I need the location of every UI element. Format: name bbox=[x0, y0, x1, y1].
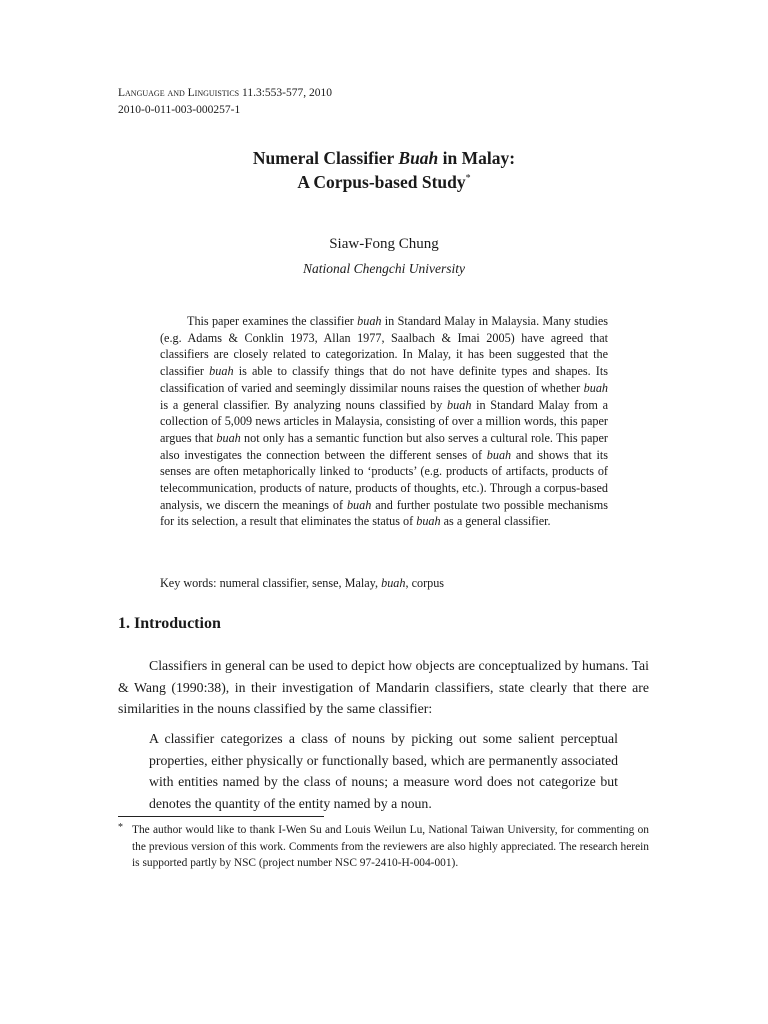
abstract-text: not only has a semantic function but also serves a cultural role. This paper also investigates the connection between the different senses of bbox=[160, 430, 608, 462]
keywords-list-end: , corpus bbox=[405, 576, 445, 590]
abstract-italic-term: buah bbox=[357, 314, 382, 328]
footnote-marker: * bbox=[118, 822, 123, 833]
journal-header bbox=[118, 85, 332, 119]
journal-name: Language and Linguistics bbox=[118, 87, 240, 99]
abstract-text: is able to classify things that do not have definite types and shapes. Its classification of varied and seemingly dissimilar nouns raises the question of whether bbox=[160, 364, 608, 395]
title-italic-term: Buah bbox=[398, 148, 439, 168]
abstract-italic-term: buah bbox=[416, 514, 441, 529]
abstract-text: This paper examines the classifier bbox=[187, 314, 358, 328]
section-heading: 1. Introduction bbox=[118, 615, 221, 632]
footnote bbox=[118, 822, 649, 872]
footnote-divider bbox=[118, 816, 324, 817]
abstract-text: in Standard Malay in Malaysia. Many studies (e.g. Adams & Conklin 1973, Allan 1977, Saalbach & Imai 2005) have agreed that classifiers are closely related to categorization. In Malay, it has been suggested that the classifier bbox=[160, 314, 608, 379]
abstract-italic-term: buah bbox=[346, 497, 372, 512]
abstract-text: as a general classifier. bbox=[440, 514, 551, 529]
keywords-italic-term: buah bbox=[381, 576, 406, 590]
title-footnote-marker: * bbox=[465, 173, 471, 185]
title-part: in Malay: bbox=[438, 148, 516, 168]
journal-citation bbox=[118, 85, 332, 102]
abstract-italic-term: buah bbox=[486, 447, 512, 462]
title-part: A Corpus-based Study bbox=[297, 172, 466, 192]
block-quote: A classifier categorizes a class of nouns by picking out some salient perceptual properties, either physically or functionally based, which are permanently associated with entities named by the class of nouns; a measure word does not categorize but denotes the quantity of the entity named by a noun. bbox=[149, 731, 618, 811]
abstract-italic-term: buah bbox=[209, 364, 234, 379]
keywords bbox=[160, 576, 444, 591]
title-line-2 bbox=[0, 170, 768, 194]
abstract-italic-term: buah bbox=[583, 380, 608, 395]
abstract-text: and shows that its senses are often metaphorically linked to ‘products’ (e.g. products of artifacts, products of telecommunication, products of nature, products of thoughts, etc.). Through a corpus-based analysis, we discern the meanings of bbox=[160, 447, 608, 512]
keywords-label: Key words: bbox=[160, 576, 217, 590]
abstract-italic-term: buah bbox=[447, 397, 472, 412]
document-id: 2010-0-011-003-000257-1 bbox=[118, 104, 241, 116]
intro-paragraph: Classifiers in general can be used to depict how objects are conceptualized by humans. Tai & Wang (1990:38), in their investigation of Mandarin classifiers, state clearly that there are similarities in the nouns classified by the same classifier: bbox=[118, 658, 649, 716]
abstract bbox=[160, 313, 608, 530]
author-affiliation: National Chengchi University bbox=[303, 261, 465, 276]
keywords-list: numeral classifier, sense, Malay, bbox=[216, 576, 382, 590]
title-line-1 bbox=[0, 146, 768, 170]
abstract-italic-term: buah bbox=[216, 430, 241, 445]
abstract-text: in Standard Malay from a collection of 5,009 news articles in Malaysia, consisting of over a million words, this paper argues that bbox=[160, 397, 608, 445]
title-part: Numeral Classifier bbox=[252, 148, 399, 168]
footnote-text: The author would like to thank I-Wen Su and Louis Weilun Lu, National Taiwan University, for commenting on the previous version of this work. Comments from the reviewers are also highly appreciated. The research herein is supported partly by NSC (project number NSC 97-2410-H-004-001). bbox=[132, 824, 649, 869]
abstract-text: is a general classifier. By analyzing nouns classified by bbox=[160, 397, 448, 412]
paper-title bbox=[0, 146, 768, 194]
abstract-text: and further postulate two possible mechanisms for its selection, a result that eliminates the status of bbox=[160, 497, 609, 529]
author-name: Siaw-Fong Chung bbox=[329, 236, 439, 252]
journal-ref: 11.3:553-577, 2010 bbox=[239, 87, 332, 99]
